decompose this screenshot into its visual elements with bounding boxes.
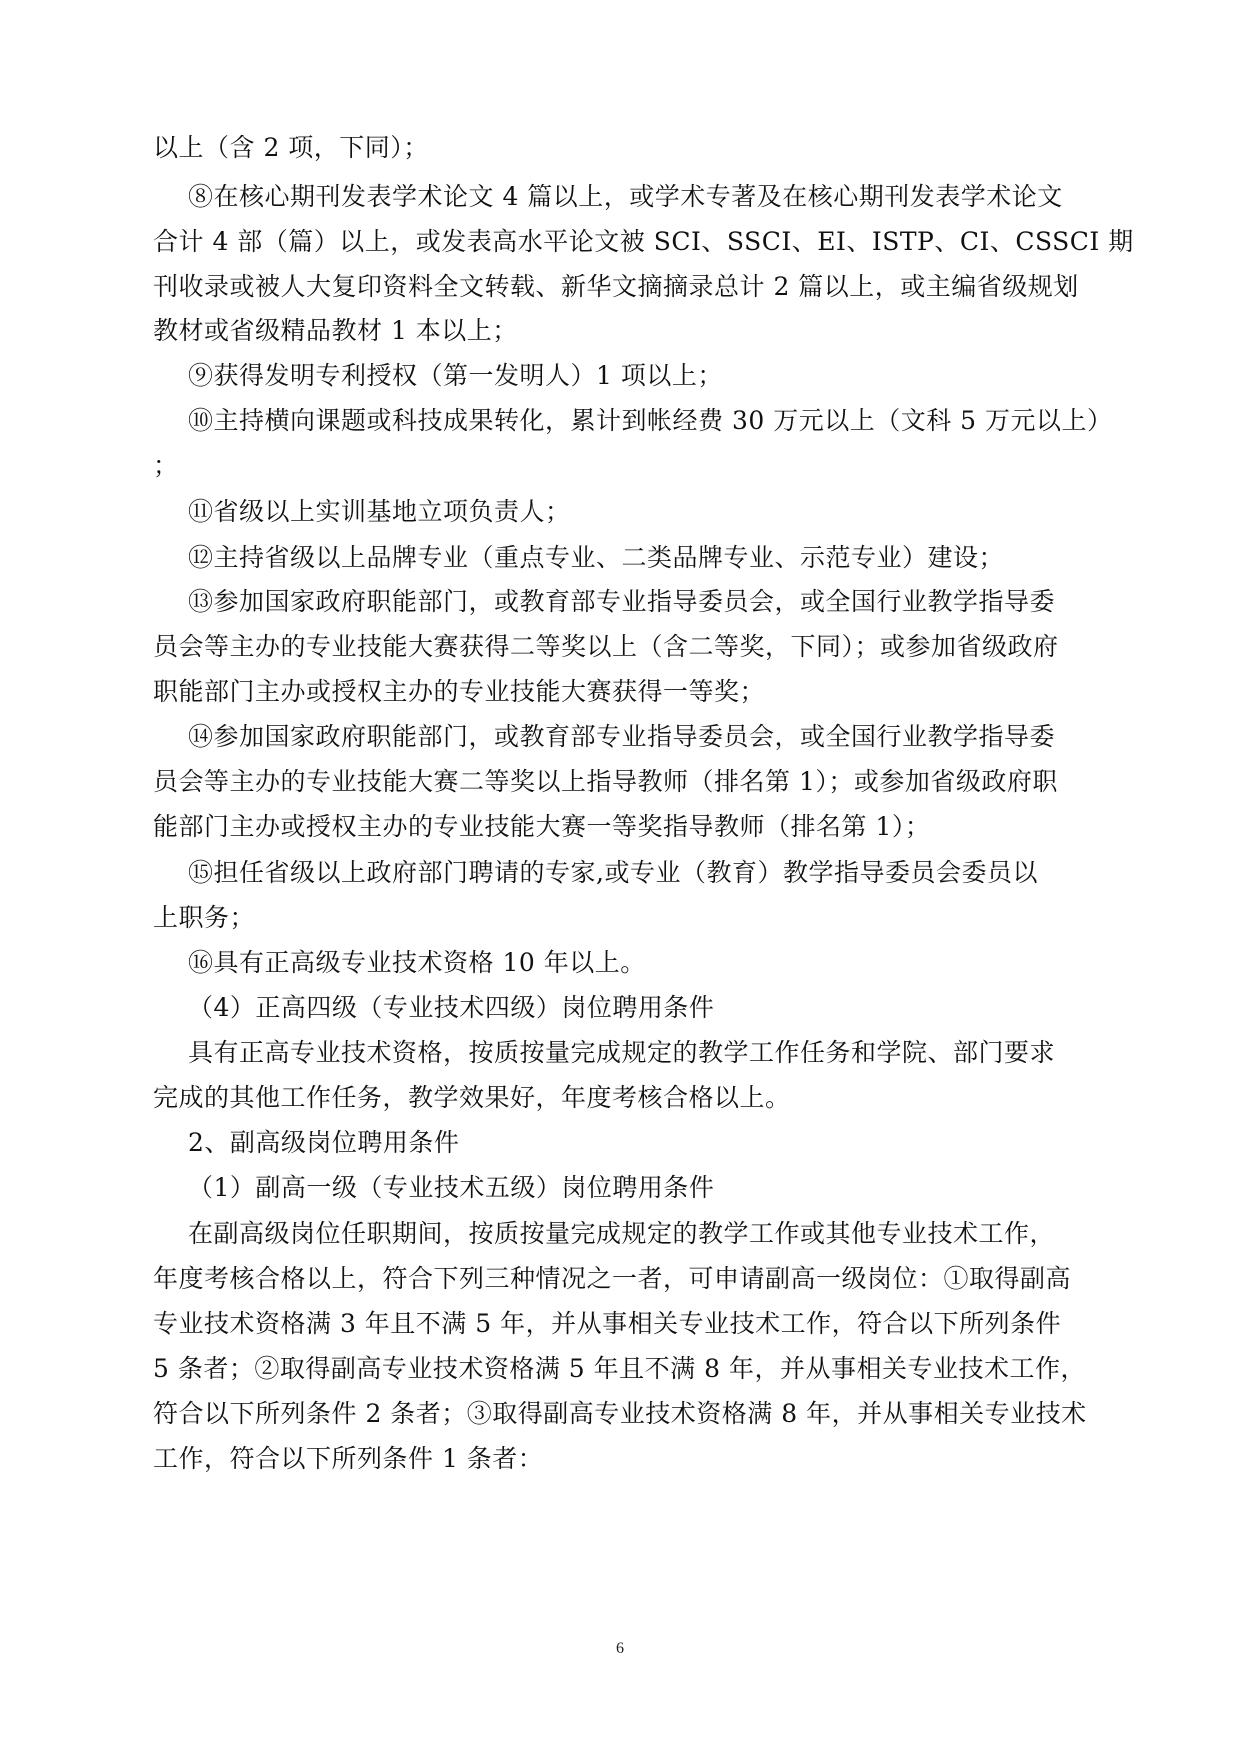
text-line: ⑨获得发明专利授权（第一发明人）1 项以上；: [188, 361, 723, 390]
text-line: 专业技术资格满 3 年且不满 5 年，并从事相关专业技术工作，符合以下所列条件: [153, 1309, 1062, 1338]
page-number: 6: [616, 1640, 624, 1657]
text-line: 在副高级岗位任职期间，按质按量完成规定的教学工作或其他专业技术工作，: [188, 1219, 1056, 1248]
text-line: ⑩主持横向课题或科技成果转化，累计到帐经费 30 万元以上（文科 5 万元以上）: [188, 406, 1113, 435]
text-line: 上职务；: [153, 903, 256, 932]
text-line: ⑪省级以上实训基地立项负责人；: [188, 497, 571, 526]
text-line: 完成的其他工作任务，教学效果好，年度考核合格以上。: [153, 1083, 791, 1112]
text-line: 工作，符合以下所列条件 1 条者：: [153, 1444, 544, 1473]
text-line: 职能部门主办或授权主办的专业技能大赛获得一等奖；: [153, 677, 766, 706]
text-line: 具有正高专业技术资格，按质按量完成规定的教学工作任务和学院、部门要求: [188, 1038, 1056, 1067]
text-line: ⑫主持省级以上品牌专业（重点专业、二类品牌专业、示范专业）建设；: [188, 543, 1005, 572]
text-line: ⑬参加国家政府职能部门，或教育部专业指导委员会，或全国行业教学指导委: [188, 587, 1056, 616]
text-line: 以上（含 2 项，下同）；: [153, 133, 429, 162]
text-line: 合计 4 部（篇）以上，或发表高水平论文被 SCI、SSCI、EI、ISTP、CI、CSSCI 期: [153, 227, 1134, 256]
section-heading: （1）副高一级（专业技术五级）岗位聘用条件: [188, 1173, 715, 1202]
text-line: 刊收录或被人大复印资料全文转载、新华文摘摘录总计 2 篇以上，或主编省级规划: [153, 272, 1079, 301]
text-line: 符合以下所列条件 2 条者；③取得副高专业技术资格满 8 年，并从事相关专业技术: [153, 1399, 1087, 1428]
text-line: 年度考核合格以上，符合下列三种情况之一者，可申请副高一级岗位：①取得副高: [153, 1264, 1072, 1293]
section-heading: （4）正高四级（专业技术四级）岗位聘用条件: [188, 993, 715, 1022]
text-line: 员会等主办的专业技能大赛获得二等奖以上（含二等奖，下同）；或参加省级政府: [153, 632, 1059, 661]
text-line: 员会等主办的专业技能大赛二等奖以上指导教师（排名第 1）；或参加省级政府职: [153, 767, 1058, 796]
text-line: ⑭参加国家政府职能部门，或教育部专业指导委员会，或全国行业教学指导委: [188, 722, 1056, 751]
text-line: 5 条者；②取得副高专业技术资格满 5 年且不满 8 年，并从事相关专业技术工作，: [153, 1354, 1086, 1383]
text-line: 教材或省级精品教材 1 本以上；: [153, 316, 518, 345]
section-heading: 2、副高级岗位聘用条件: [188, 1128, 460, 1157]
text-line: ⑯具有正高级专业技术资格 10 年以上。: [188, 948, 646, 977]
text-line: ⑧在核心期刊发表学术论文 4 篇以上，或学术专著及在核心期刊发表学术论文: [188, 182, 1063, 211]
text-line: ⑮担任省级以上政府部门聘请的专家,或专业（教育）教学指导委员会委员以: [188, 858, 1038, 887]
text-line: 能部门主办或授权主办的专业技能大赛一等奖指导教师（排名第 1）；: [153, 812, 931, 841]
text-line: ；: [153, 451, 179, 480]
